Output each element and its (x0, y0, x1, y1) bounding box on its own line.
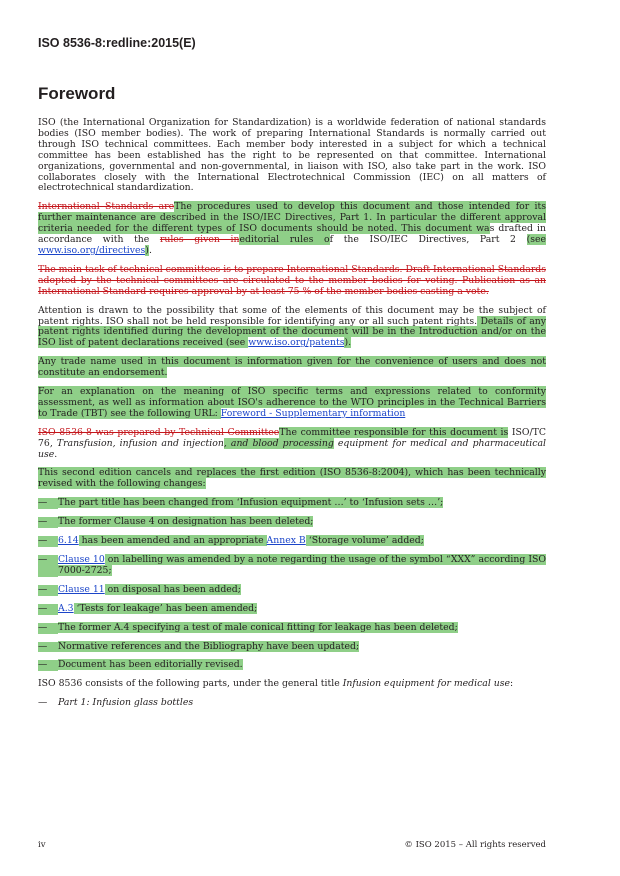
paragraph-procedures (38, 202, 546, 257)
list-item (38, 604, 546, 615)
list-item (38, 585, 546, 596)
annex-b-link[interactable]: Annex B (266, 535, 306, 547)
directives-link[interactable]: www.iso.org/directives (38, 244, 146, 256)
list-item (38, 642, 546, 653)
italic-text: Part 1 (58, 697, 87, 709)
deleted-text: ISO 8536-8 was prepared by Technical Committee (38, 426, 280, 438)
inserted-text: on labelling was amended by a note regarding the usage of the symbol “XXX” according ISO 7000-2725; (58, 554, 546, 576)
list-item (38, 517, 546, 528)
list-item (38, 555, 546, 577)
inserted-text: (see (526, 234, 546, 246)
inserted-text: For an explanation on the meaning of ISO specific terms and expressions related to conformity assessment, as well as information about ISO's adherence to the WTO principles in the Technical Barriers to Trade (TBT) see the following URL: (38, 386, 546, 419)
plain-text: f the ISO/IEC Directives, Part 2 (329, 234, 527, 246)
italic-text: equipment for medical and pharmaceutical use (38, 437, 546, 460)
plain-text: ISO 8536 consists of the following parts, under the general title (38, 678, 343, 690)
list-item (38, 623, 546, 634)
paragraph-patent-rights (38, 306, 546, 350)
plain-text: Attention is drawn to the possibility that some of the elements of this document may be the subject of patent rights. ISO shall not be held responsible for identifying any or all such patent rights. (38, 304, 546, 327)
deleted-text: rules given in (159, 234, 240, 246)
plain-text: . (148, 244, 152, 256)
paragraph-deleted-main-task: The main task of technical committees is to prepare International Standards. Draft International Standards adopted by the technical committees are circulated to the member bodies for voting. Publication as an International Standard requires approval by at least 75 % of the member bodies casting a vote. (38, 263, 546, 297)
italic-text: Infusion glass bottles (92, 697, 194, 709)
plain-text: s drafted in accordance with the (38, 223, 546, 246)
paragraph-trade-name (38, 357, 546, 379)
page-number: iv (38, 840, 46, 850)
annex-a3-link[interactable]: A.3 (58, 602, 74, 614)
inserted-text: The committee responsible for this document is (279, 426, 509, 438)
plain-text: . (54, 448, 58, 460)
list-item (38, 660, 546, 671)
list-dash: — (38, 642, 58, 653)
inserted-text: ‘Storage volume’ added; (305, 535, 424, 547)
inserted-text: The part title has been changed from ‘Infusion equipment …’ to ‘Infusion sets …’; (58, 497, 444, 509)
inserted-text: Details of any patent rights identified during the development of the document will be in the Introduction and/or on the ISO list of patent declarations received (see (38, 315, 546, 349)
inserted-text: on disposal has been added; (104, 583, 241, 595)
list-dash: — (38, 498, 58, 509)
list-dash: — (38, 623, 58, 634)
list-dash: — (38, 697, 48, 709)
paragraph-committee (38, 428, 546, 461)
copyright-notice: © ISO 2015 – All rights reserved (404, 840, 546, 850)
list-dash: — (38, 660, 58, 671)
inserted-text: , and blood processing (223, 437, 334, 449)
list-dash: — (38, 517, 58, 528)
plain-text: : (510, 678, 514, 690)
inserted-text: The procedures used to develop this document and those intended for its further maintenance are described in the ISO/IEC Directives, Part 1. In particular the different approval criteria needed for the different types of ISO documents should be noted. This document wa (38, 201, 546, 235)
italic-text: Infusion equipment for medical use (342, 678, 511, 690)
patents-link[interactable]: www.iso.org/patents (248, 337, 345, 349)
inserted-text: ). (344, 337, 352, 349)
paragraph-parts-intro (38, 679, 546, 690)
italic-text: : (86, 697, 93, 709)
list-item (38, 498, 546, 509)
paragraph-second-edition (38, 468, 546, 490)
clause-6-14-link[interactable]: 6.14 (58, 535, 79, 547)
italic-text: Transfusion, infusion and injection (56, 437, 224, 449)
parts-list-item (38, 698, 546, 709)
page-title: Foreword (38, 84, 116, 103)
inserted-text: has been amended and an appropriate (78, 535, 267, 547)
supplementary-info-link[interactable]: Foreword - Supplementary information (220, 407, 406, 419)
inserted-text: The former A.4 specifying a test of male conical fitting for leakage has been deleted; (58, 621, 458, 633)
list-dash: — (38, 604, 58, 615)
paragraph-iso-intro: ISO (the International Organization for Standardization) is a worldwide federation of national standards bodies (ISO member bodies). The work of preparing International Standards is normally carried out through ISO technical committees. Each member body interested in a subject for which a technical committee has been established has the right to be represented on that committee. International organizations, governmental and non-governmental, in liaison with ISO, also take part in the work. ISO collaborates closely with the International Electrotechnical Commission (IEC) on all matters of electrotechnical standardization. (38, 117, 546, 194)
inserted-text: The former Clause 4 on designation has been deleted; (58, 516, 314, 528)
paragraph-conformity (38, 387, 546, 420)
deleted-text: International Standards are (38, 201, 175, 213)
clause-10-link[interactable]: Clause 10 (58, 554, 105, 565)
clause-11-link[interactable]: Clause 11 (58, 583, 105, 595)
inserted-text: editorial rules o (239, 234, 330, 246)
inserted-text: ‘Tests for leakage’ has been amended; (73, 602, 258, 614)
inserted-text: Document has been editorially revised. (58, 659, 243, 671)
inserted-text: Normative references and the Bibliography have been updated; (58, 640, 360, 652)
inserted-text: Any trade name used in this document is information given for the convenience of users and does not constitute an endorsement. (38, 356, 546, 379)
inserted-text: This second edition cancels and replaces the first edition (ISO 8536-8:2004), which has been technically revised with the following changes: (38, 467, 546, 490)
list-dash: — (38, 536, 58, 547)
plain-text: ISO/TC 76, (38, 426, 546, 449)
document-page (38, 36, 546, 717)
document-identifier: ISO 8536-8:redline:2015(E) (38, 36, 196, 50)
inserted-text: ) (145, 244, 149, 256)
list-dash: — (38, 555, 58, 577)
list-item (38, 536, 546, 547)
list-dash: — (38, 585, 58, 596)
